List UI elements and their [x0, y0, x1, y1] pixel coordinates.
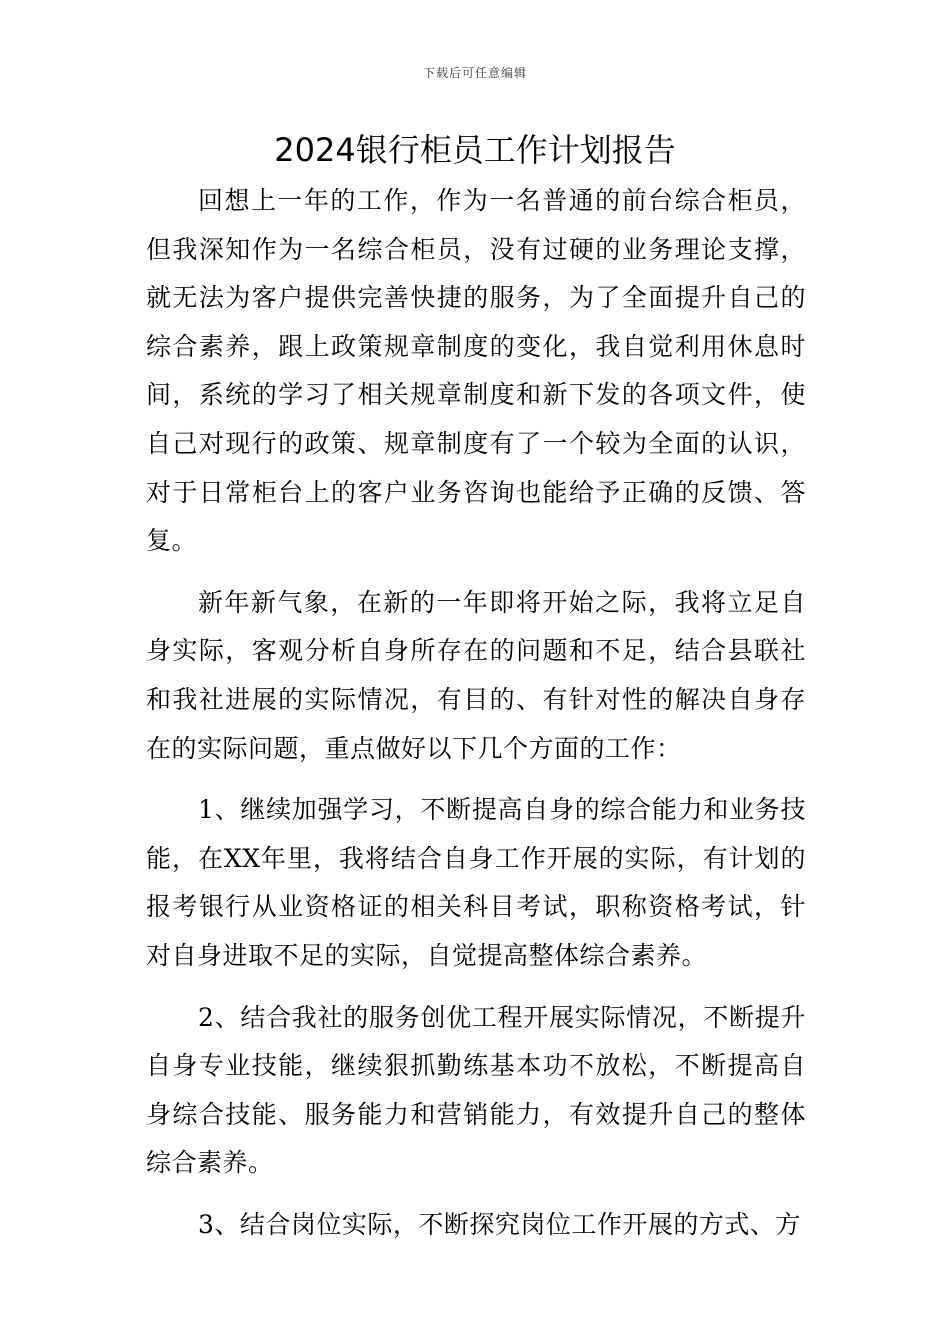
paragraph-item-3: 3、结合岗位实际，不断探究岗位工作开展的方式、方 — [198, 1209, 801, 1239]
paragraph-new-year: 新年新气象，在新的一年即将开始之际，我将立足自身实际，客观分析自身所存在的问题和不足，结合县联社和我社进展的实际情况，有目的、有针对性的解决自身存在的实际问题，重点做好以下几个方面的工作： — [146, 587, 806, 763]
paragraph-item-1: 1、继续加强学习，不断提高自身的综合能力和业务技能，在XX年里，我将结合自身工作开展的实际，有计划的报考银行从业资格证的相关科目考试，职称资格考试，针对自身进取不足的实际，自觉提高整体综合素养。 — [146, 795, 806, 970]
paragraph-item-2: 2、结合我社的服务创优工程开展实际情况，不断提升自身专业技能，继续狠抓勤练基本功不放松，不断提高自身综合技能、服务能力和营销能力，有效提升自己的整体综合素养。 — [146, 1002, 806, 1178]
document-body — [146, 177, 806, 1262]
document-title: 2024银行柜员工作计划报告 — [274, 131, 676, 169]
header-note: 下载后可任意编辑 — [422, 66, 527, 80]
paragraph-review: 回想上一年的工作，作为一名普通的前台综合柜员，但我深知作为一名综合柜员，没有过硬的业务理论支撑，就无法为客户提供完善快捷的服务，为了全面提升自己的综合素养，跟上政策规章制度的变化，我自觉利用休息时间，系统的学习了相关规章制度和新下发的各项文件，使自己对现行的政策、规章制度有了一个较为全面的认识，对于日常柜台上的客户业务咨询也能给予正确的反馈、答复。 — [146, 186, 806, 556]
